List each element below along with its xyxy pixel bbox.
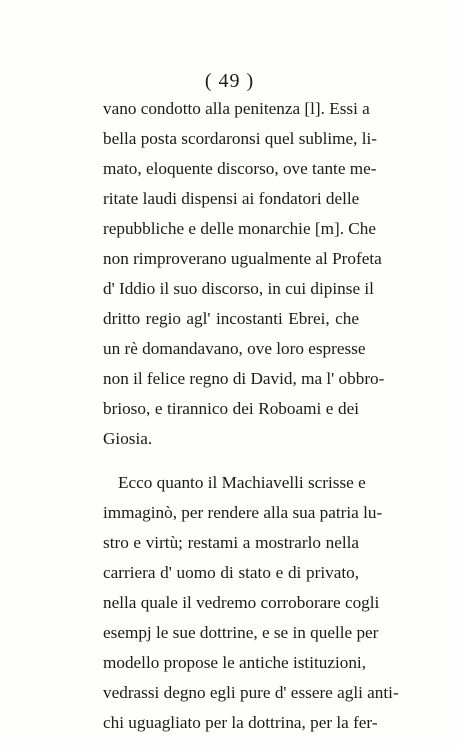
text-line: stro e virtù; restami a mostrarlo nella: [103, 533, 359, 552]
text-line: Giosia.: [103, 429, 153, 448]
text-line: brioso, e tirannico dei Roboami e dei: [103, 399, 359, 418]
text-line: immaginò, per rendere alla sua patria lu-: [103, 503, 383, 522]
text-line: Ecco quanto il Machiavelli scrisse e: [118, 473, 366, 492]
text-line: ritate laudi dispensi ai fondatori delle: [103, 189, 360, 208]
text-line: un rè domandavano, ove loro espresse: [103, 339, 366, 358]
text-line: d' Iddio il suo discorso, in cui dipinse il: [103, 279, 374, 298]
text-line: repubbliche e delle monarchie [m]. Che: [103, 219, 376, 238]
text-line: nella quale il vedremo corroborare cogli: [103, 593, 380, 612]
text-line: chi uguagliato per la dottrina, per la fer-: [103, 713, 378, 732]
text-line: modello propose le antiche istituzioni,: [103, 653, 367, 672]
text-line: mato, eloquente discorso, ove tante me-: [103, 159, 377, 178]
page-number: ( 49 ): [204, 70, 255, 92]
text-line: vano condotto alla penitenza [l]. Essi a: [103, 99, 370, 118]
text-line: non rimproverano ugualmente al Profeta: [103, 249, 382, 268]
text-line: non il felice regno di David, ma l' obbro-: [103, 369, 385, 388]
text-line: esempj le sue dottrine, e se in quelle per: [103, 623, 379, 642]
text-line: bella posta scordaronsi quel sublime, li-: [103, 129, 377, 148]
text-line: carriera d' uomo di stato e di privato,: [103, 563, 359, 582]
text-line: vedrassi degno egli pure d' essere agli anti-: [103, 683, 399, 702]
text-line: dritto regio agl' incostanti Ebrei, che: [103, 309, 359, 328]
